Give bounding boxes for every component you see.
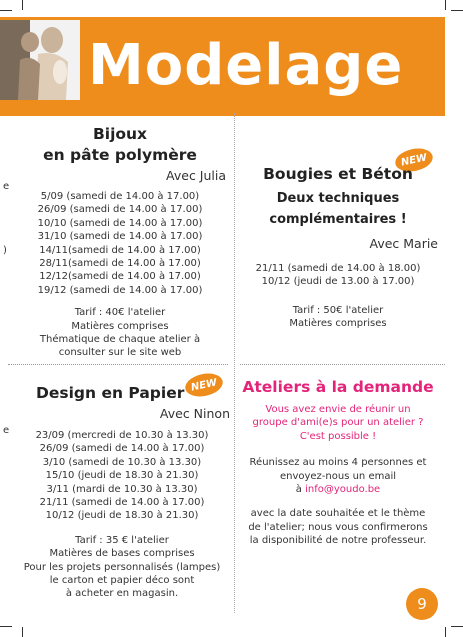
info-line: Matières de bases comprises <box>49 548 195 560</box>
date-line: 15/10 (jeudi de 18.30 à 21.30) <box>45 470 199 482</box>
crop-mark <box>22 627 23 637</box>
demande-body2 <box>238 507 438 547</box>
crop-mark <box>0 626 12 627</box>
bijoux-title-line2: en pâte polymère <box>43 146 197 164</box>
body-line: avec la date souhaitée et le thème <box>250 508 426 520</box>
new-badge: NEW <box>393 145 435 174</box>
bougies-subtitle-line1: Deux techniques <box>276 191 400 206</box>
date-line: 10/12 (jeudi de 13.00 à 17.00) <box>261 276 415 288</box>
body-line: la disponibilité de notre professeur. <box>249 535 427 547</box>
bijoux-info <box>14 306 226 360</box>
crop-mark <box>0 10 12 11</box>
crop-mark <box>22 0 23 10</box>
crop-mark <box>451 626 463 627</box>
email-link[interactable]: info@youdo.be <box>305 484 381 496</box>
date-line: 21/11 (samedi de 14.00 à 18.00) <box>255 263 421 274</box>
date-line: 14/11(samedi de 14.00 à 17.00) <box>39 244 201 256</box>
info-line: Matières comprises <box>289 318 387 330</box>
column-divider <box>234 113 235 613</box>
design-dates <box>14 429 230 523</box>
row-divider <box>240 364 445 365</box>
body-line: de l'atelier; nous vous confirmerons <box>248 521 428 533</box>
date-line: 26/09 (samedi de 14.00 à 17.00) <box>39 443 205 455</box>
date-line: 28/11(samedi de 14.00 à 17.00) <box>39 258 201 270</box>
bougies-dates <box>238 262 438 289</box>
page-number: 9 <box>406 588 438 620</box>
bijoux-dates <box>14 190 226 297</box>
date-line: 12/12(samedi de 14.00 à 17.00) <box>39 271 201 283</box>
demande-intro <box>238 403 438 443</box>
row-divider <box>8 364 228 365</box>
date-line: 10/12 (jeudi de 18.30 à 21.30) <box>45 510 199 522</box>
bougies-section <box>238 164 438 331</box>
crop-mark <box>451 10 463 11</box>
sculpture-photo <box>0 20 80 100</box>
date-line: 23/09 (mercredi de 10.30 à 13.30) <box>35 430 209 441</box>
design-teacher: Avec Ninon <box>159 406 230 421</box>
date-line: 10/10 (samedi de 14.00 à 17.00) <box>37 217 203 229</box>
info-line: le carton et papier déco sont <box>49 575 195 587</box>
edge-fragment: e <box>3 425 10 436</box>
demande-section <box>238 378 438 548</box>
info-line: Tarif : 50€ l'atelier <box>292 304 384 316</box>
date-line: 21/11 (samedi de 14.00 à 17.00) <box>39 497 205 509</box>
body-line: envoyez-nous un email <box>279 470 397 482</box>
design-info <box>14 534 230 601</box>
email-prefix: à <box>295 484 306 496</box>
date-line: 19/12 (samedi de 14.00 à 17.00) <box>37 284 203 296</box>
page-title: Modelage <box>88 33 404 98</box>
info-line: Tarif : 40€ l'atelier <box>74 307 166 319</box>
edge-fragment: ) <box>3 245 7 256</box>
bijoux-title-line1: Bijoux <box>92 125 148 143</box>
design-title: Design en Papier <box>36 384 185 402</box>
crop-mark <box>445 627 446 637</box>
info-line: consulter sur le site web <box>58 347 182 359</box>
info-line: Tarif : 35 € l'atelier <box>75 534 169 546</box>
demande-title: Ateliers à la demande <box>242 378 434 396</box>
intro-line: C'est possible ! <box>299 430 377 442</box>
body-line: Réunissez au moins 4 personnes et <box>249 457 427 469</box>
date-line: 3/10 (samedi de 10.30 à 13.30) <box>42 456 202 468</box>
info-line: Pour les projets personnalisés (lampes) <box>23 561 221 573</box>
date-line: 3/11 (mardi de 10.30 à 13.30) <box>46 483 198 495</box>
bougies-title: Bougies et Béton <box>263 165 413 183</box>
bougies-info <box>238 304 438 331</box>
info-line: à acheter en magasin. <box>65 588 179 600</box>
intro-line: Vous avez envie de réunir un <box>265 404 411 415</box>
bougies-teacher: Avec Marie <box>369 236 438 251</box>
intro-line: groupe d'ami(e)s pour un atelier ? <box>252 417 424 429</box>
date-line: 5/09 (samedi de 14.00 à 17.00) <box>40 191 200 202</box>
info-line: Matières comprises <box>71 320 169 332</box>
email-line <box>238 483 438 496</box>
new-badge: NEW <box>183 370 225 399</box>
edge-fragment: e <box>3 181 10 192</box>
bijoux-teacher: Avec Julia <box>166 168 226 183</box>
date-line: 26/09 (samedi de 14.00 à 17.00) <box>37 204 203 216</box>
demande-body1 <box>238 456 438 496</box>
info-line: Thématique de chaque atelier à <box>39 334 201 346</box>
bijoux-section <box>14 124 226 360</box>
crop-mark <box>445 0 446 10</box>
date-line: 31/10 (samedi de 14.00 à 17.00) <box>37 231 203 243</box>
bougies-subtitle-line2: complémentaires ! <box>269 212 407 227</box>
design-section <box>14 383 230 601</box>
